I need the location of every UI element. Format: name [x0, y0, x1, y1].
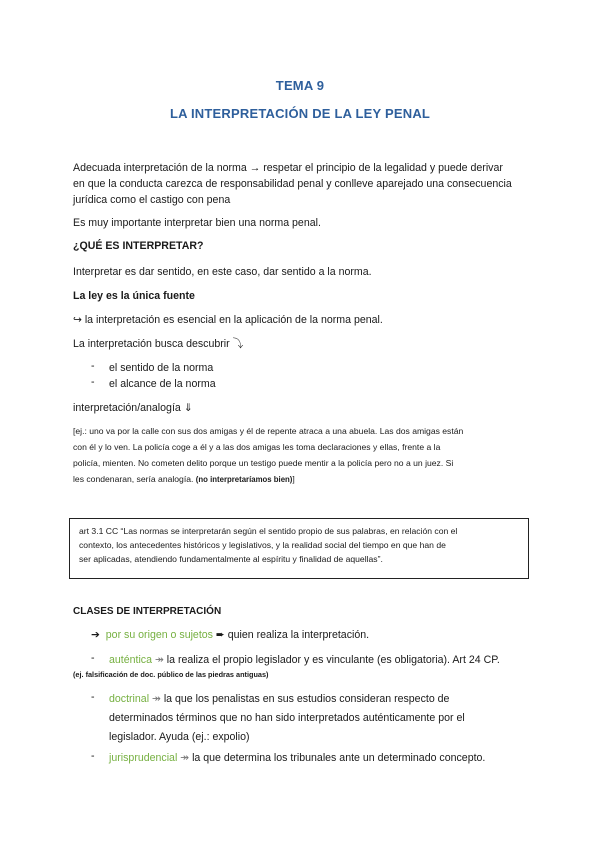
ejemplo-note: (no interpretaríamos bien) — [195, 475, 293, 484]
intro-line-2: en que la conducta carezca de responsabilidad penal y conlleve aparejado una consecuencia — [73, 178, 512, 190]
ejemplo-line-2: con él y lo ven. La policía coge a él y a las dos amigas les toma declaraciones y ellas, frente a la — [73, 442, 441, 452]
jurisprudencial-desc: la que determina los tribunales ante un determinado concepto. — [192, 752, 486, 764]
ejemplo-line-4 — [73, 472, 531, 487]
analogia-label: interpretación/analogía ⇓ — [73, 402, 193, 414]
double-arrow-icon: ↠ — [152, 654, 167, 666]
clase-doctrinal — [109, 691, 539, 707]
ejemplo-line-3: policía, mienten. No cometen delito porque un testigo puede mentir a la policía pero no a un juez. Si — [73, 458, 454, 468]
list-dash: - — [91, 376, 95, 388]
intro-important: Es muy importante interpretar bien una norma penal. — [73, 217, 321, 229]
origen-desc: ➨ quien realiza la interpretación. — [212, 629, 370, 641]
origen-label: por su origen o sujetos — [105, 629, 213, 641]
doctrinal-desc-1: la que los penalistas en sus estudios consideran respecto de — [163, 693, 450, 705]
autentica-label: auténtica — [109, 654, 152, 666]
list-dash: - — [91, 360, 95, 372]
ejemplo-line-4-a: les condenaran, sería analogía. — [73, 474, 196, 484]
doctrinal-desc-3: legislador. Ayuda (ej.: expolio) — [109, 731, 250, 743]
doctrinal-desc-2: determinados términos que no han sido interpretados auténticamente por el — [109, 712, 465, 724]
double-arrow-icon: ↠ — [177, 752, 193, 764]
list-dash: - — [91, 652, 95, 664]
tema-title: TEMA 9 — [275, 78, 325, 93]
list-item-alcance: el alcance de la norma — [109, 378, 216, 390]
autentica-desc: la realiza el propio legislador y es vinculante (es obligatoria). Art 24 CP. — [166, 654, 500, 666]
ejemplo-close-bracket: ] — [292, 474, 295, 484]
page-title: LA INTERPRETACIÓN DE LA LEY PENAL — [169, 106, 431, 121]
articulo-text — [79, 525, 525, 566]
list-item-sentido: el sentido de la norma — [109, 362, 214, 374]
intro-line-3: jurídica como el castigo con pena — [73, 194, 231, 206]
right-arrow-icon: ➔ — [91, 629, 100, 641]
clases-heading: CLASES DE INTERPRETACIÓN — [73, 606, 222, 617]
autentica-note: (ej. falsificación de doc. público de las piedras antiguas) — [73, 670, 269, 679]
interpretacion-busca: La interpretación busca descubrir ⤵ — [73, 338, 244, 350]
articulo-box — [69, 518, 529, 579]
articulo-line-2: contexto, los antecedentes históricos y legislativos, y la realidad social del tiempo en que han de — [79, 539, 446, 550]
list-dash: - — [91, 750, 95, 762]
articulo-line-1: art 3.1 CC “Las normas se interpretarán según el sentido propio de sus palabras, en relación con el — [79, 526, 458, 536]
clase-origen — [91, 627, 531, 643]
clase-autentica — [109, 652, 539, 668]
ley-unica-fuente: La ley es la única fuente — [73, 290, 195, 302]
jurisprudencial-label: jurisprudencial — [109, 752, 178, 764]
list-dash: - — [91, 691, 95, 703]
clase-jurisprudencial — [109, 750, 539, 766]
ejemplo-line-1: [ej.: uno va por la calle con sus dos amigas y él de repente atraca a una abuela. Las dos amigas están — [73, 426, 464, 436]
double-arrow-icon: ↠ — [149, 693, 164, 705]
que-es-text: Interpretar es dar sentido, en este caso, dar sentido a la norma. — [73, 266, 372, 278]
articulo-line-3: ser aplicadas, atendiendo fundamentalmente al espíritu y finalidad de aquellas”. — [79, 553, 383, 564]
doctrinal-label: doctrinal — [109, 693, 150, 705]
que-es-heading: ¿QUÉ ES INTERPRETAR? — [73, 240, 204, 252]
intro-line-1: Adecuada interpretación de la norma → respetar el principio de la legalidad y puede derivar — [73, 162, 503, 174]
interpretacion-esencial: ↪ la interpretación es esencial en la aplicación de la norma penal. — [73, 314, 383, 326]
